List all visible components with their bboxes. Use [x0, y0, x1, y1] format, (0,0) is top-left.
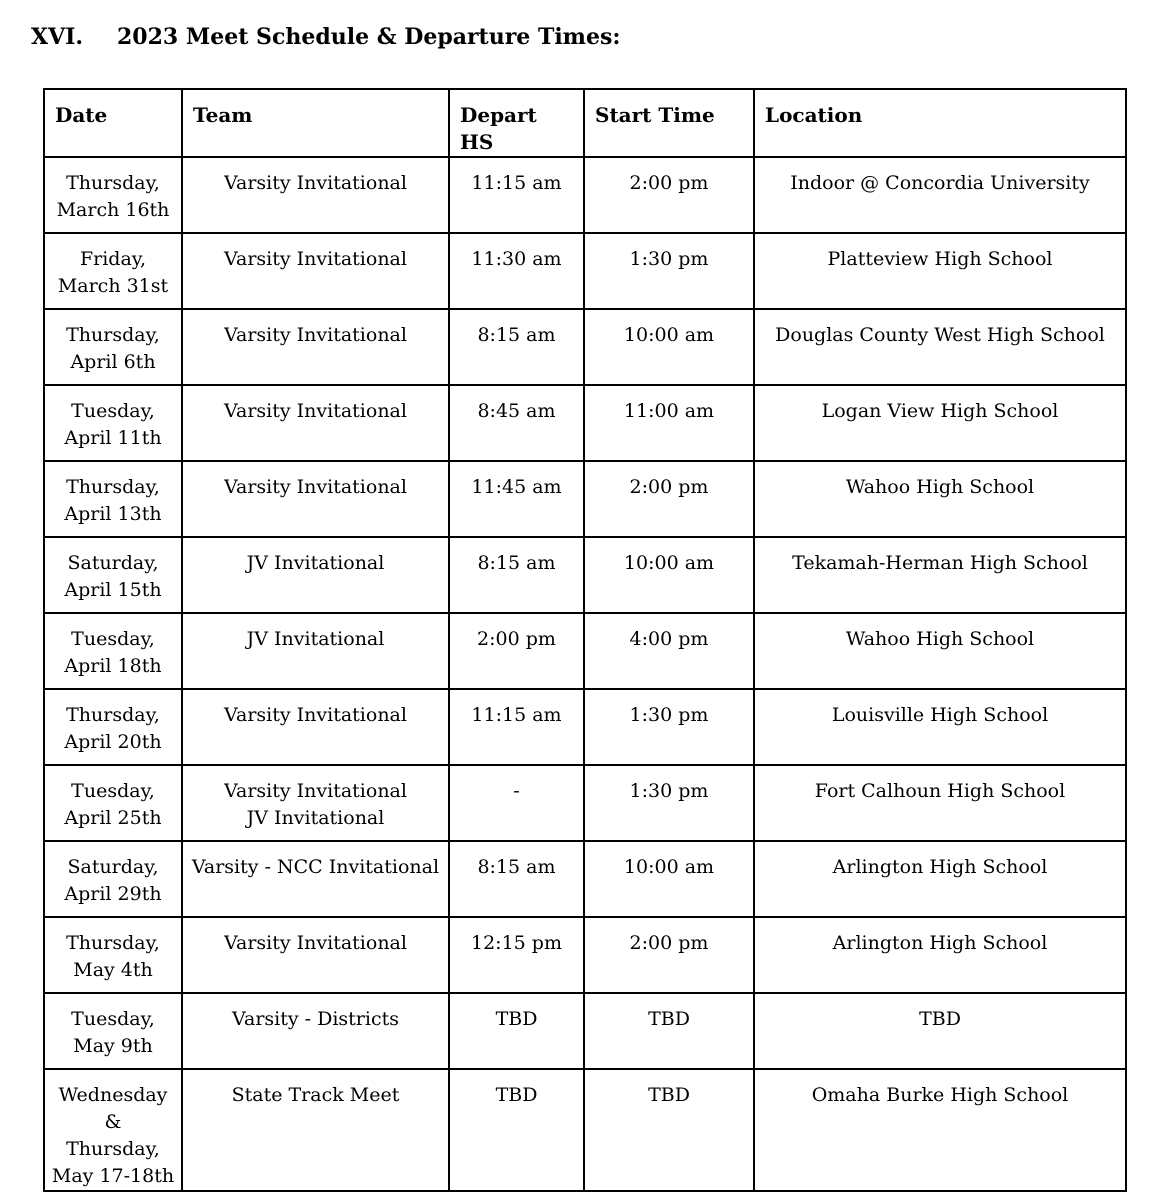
start-time-cell: 11:00 am	[584, 385, 754, 461]
location-cell: Tekamah-Herman High School	[754, 537, 1126, 613]
column-header-team: Team	[182, 89, 449, 157]
date-cell-line: April 13th	[64, 503, 162, 525]
table-row	[44, 613, 1126, 689]
date-cell-line: Tuesday,	[71, 400, 155, 422]
table-row	[44, 385, 1126, 461]
team-cell-line: JV Invitational	[246, 807, 385, 829]
date-cell-line: March 31st	[57, 275, 169, 297]
date-cell-line: Thursday,	[66, 1138, 160, 1160]
date-cell-line: April 18th	[64, 655, 162, 677]
depart-cell: 2:00 pm	[449, 613, 584, 689]
date-cell	[44, 157, 182, 233]
date-cell	[44, 613, 182, 689]
depart-cell: 11:45 am	[449, 461, 584, 537]
depart-cell: 8:15 am	[449, 309, 584, 385]
location-cell: Wahoo High School	[754, 613, 1126, 689]
start-time-cell: 1:30 pm	[584, 689, 754, 765]
date-cell-line: Saturday,	[67, 856, 159, 878]
start-time-cell: 10:00 am	[584, 309, 754, 385]
location-cell: Douglas County West High School	[754, 309, 1126, 385]
date-cell	[44, 689, 182, 765]
team-cell-line: State Track Meet	[231, 1084, 400, 1106]
date-cell-line: April 25th	[64, 807, 162, 829]
team-cell	[182, 1069, 449, 1191]
date-cell	[44, 993, 182, 1069]
location-cell: Omaha Burke High School	[754, 1069, 1126, 1191]
date-cell-line: May 17-18th	[51, 1165, 175, 1187]
date-cell-line: Tuesday,	[71, 780, 155, 802]
section-heading	[31, 24, 620, 50]
location-cell: Fort Calhoun High School	[754, 765, 1126, 841]
team-cell	[182, 537, 449, 613]
date-cell	[44, 765, 182, 841]
date-cell-line: May 9th	[73, 1035, 153, 1057]
section-number: XVI.	[31, 24, 84, 50]
table-row	[44, 993, 1126, 1069]
depart-cell: -	[449, 765, 584, 841]
date-cell	[44, 233, 182, 309]
team-cell	[182, 613, 449, 689]
team-cell	[182, 765, 449, 841]
table-row	[44, 233, 1126, 309]
team-cell-line: Varsity Invitational	[224, 780, 407, 802]
date-cell	[44, 841, 182, 917]
team-cell	[182, 689, 449, 765]
depart-cell: 11:15 am	[449, 157, 584, 233]
date-cell	[44, 309, 182, 385]
start-time-cell: 10:00 am	[584, 537, 754, 613]
table-row	[44, 461, 1126, 537]
location-cell: Wahoo High School	[754, 461, 1126, 537]
location-cell: Logan View High School	[754, 385, 1126, 461]
date-cell-line: Saturday,	[67, 552, 159, 574]
location-cell: Louisville High School	[754, 689, 1126, 765]
date-cell-line: Thursday,	[66, 476, 160, 498]
table-row	[44, 157, 1126, 233]
start-time-cell: 2:00 pm	[584, 157, 754, 233]
table-row	[44, 689, 1126, 765]
date-cell-line: Friday,	[79, 248, 147, 270]
team-cell	[182, 461, 449, 537]
location-cell: TBD	[754, 993, 1126, 1069]
team-cell	[182, 157, 449, 233]
team-cell-line: Varsity - NCC Invitational	[191, 856, 440, 878]
start-time-cell: 1:30 pm	[584, 233, 754, 309]
section-title: 2023 Meet Schedule & Departure Times:	[117, 24, 621, 50]
team-cell	[182, 309, 449, 385]
date-cell-line: April 6th	[70, 351, 156, 373]
date-cell	[44, 385, 182, 461]
start-time-cell: 2:00 pm	[584, 461, 754, 537]
date-cell-line: April 15th	[64, 579, 162, 601]
date-cell	[44, 1069, 182, 1191]
depart-cell: 8:45 am	[449, 385, 584, 461]
team-cell-line: JV Invitational	[246, 628, 385, 650]
start-time-cell: TBD	[584, 1069, 754, 1191]
location-cell: Indoor @ Concordia University	[754, 157, 1126, 233]
date-cell-line: Tuesday,	[71, 628, 155, 650]
date-cell-line: Wednesday &	[58, 1084, 168, 1133]
team-cell	[182, 233, 449, 309]
start-time-cell: 2:00 pm	[584, 917, 754, 993]
depart-cell: 12:15 pm	[449, 917, 584, 993]
location-cell: Platteview High School	[754, 233, 1126, 309]
table-row	[44, 309, 1126, 385]
meet-schedule-table	[43, 88, 1127, 1192]
team-cell-line: JV Invitational	[246, 552, 385, 574]
table-row	[44, 841, 1126, 917]
team-cell-line: Varsity Invitational	[224, 400, 407, 422]
column-header-location: Location	[754, 89, 1126, 157]
team-cell	[182, 993, 449, 1069]
team-cell-line: Varsity Invitational	[224, 704, 407, 726]
depart-cell: TBD	[449, 993, 584, 1069]
table-body	[44, 157, 1126, 1191]
team-cell	[182, 841, 449, 917]
table-header-row	[44, 89, 1126, 157]
team-cell	[182, 917, 449, 993]
team-cell-line: Varsity Invitational	[224, 324, 407, 346]
depart-cell: 11:30 am	[449, 233, 584, 309]
column-header-date: Date	[44, 89, 182, 157]
date-cell-line: Tuesday,	[71, 1008, 155, 1030]
depart-cell: 8:15 am	[449, 537, 584, 613]
date-cell-line: March 16th	[56, 199, 170, 221]
depart-cell: TBD	[449, 1069, 584, 1191]
date-cell-line: May 4th	[73, 959, 153, 981]
team-cell	[182, 385, 449, 461]
date-cell-line: Thursday,	[66, 704, 160, 726]
date-cell-line: April 11th	[64, 427, 162, 449]
start-time-cell: TBD	[584, 993, 754, 1069]
date-cell	[44, 917, 182, 993]
date-cell-line: April 29th	[64, 883, 162, 905]
location-cell: Arlington High School	[754, 841, 1126, 917]
start-time-cell: 10:00 am	[584, 841, 754, 917]
team-cell-line: Varsity Invitational	[224, 476, 407, 498]
team-cell-line: Varsity Invitational	[224, 248, 407, 270]
date-cell-line: April 20th	[64, 731, 162, 753]
start-time-cell: 1:30 pm	[584, 765, 754, 841]
table-row	[44, 537, 1126, 613]
column-header-depart: Depart HS	[449, 89, 584, 157]
team-cell-line: Varsity Invitational	[224, 172, 407, 194]
table-row	[44, 917, 1126, 993]
location-cell: Arlington High School	[754, 917, 1126, 993]
date-cell	[44, 461, 182, 537]
team-cell-line: Varsity - Districts	[232, 1008, 399, 1030]
table-row	[44, 1069, 1126, 1191]
column-header-start-time: Start Time	[584, 89, 754, 157]
date-cell-line: Thursday,	[66, 324, 160, 346]
depart-cell: 11:15 am	[449, 689, 584, 765]
team-cell-line: Varsity Invitational	[224, 932, 407, 954]
table-row	[44, 765, 1126, 841]
date-cell	[44, 537, 182, 613]
depart-cell: 8:15 am	[449, 841, 584, 917]
date-cell-line: Thursday,	[66, 932, 160, 954]
start-time-cell: 4:00 pm	[584, 613, 754, 689]
date-cell-line: Thursday,	[66, 172, 160, 194]
